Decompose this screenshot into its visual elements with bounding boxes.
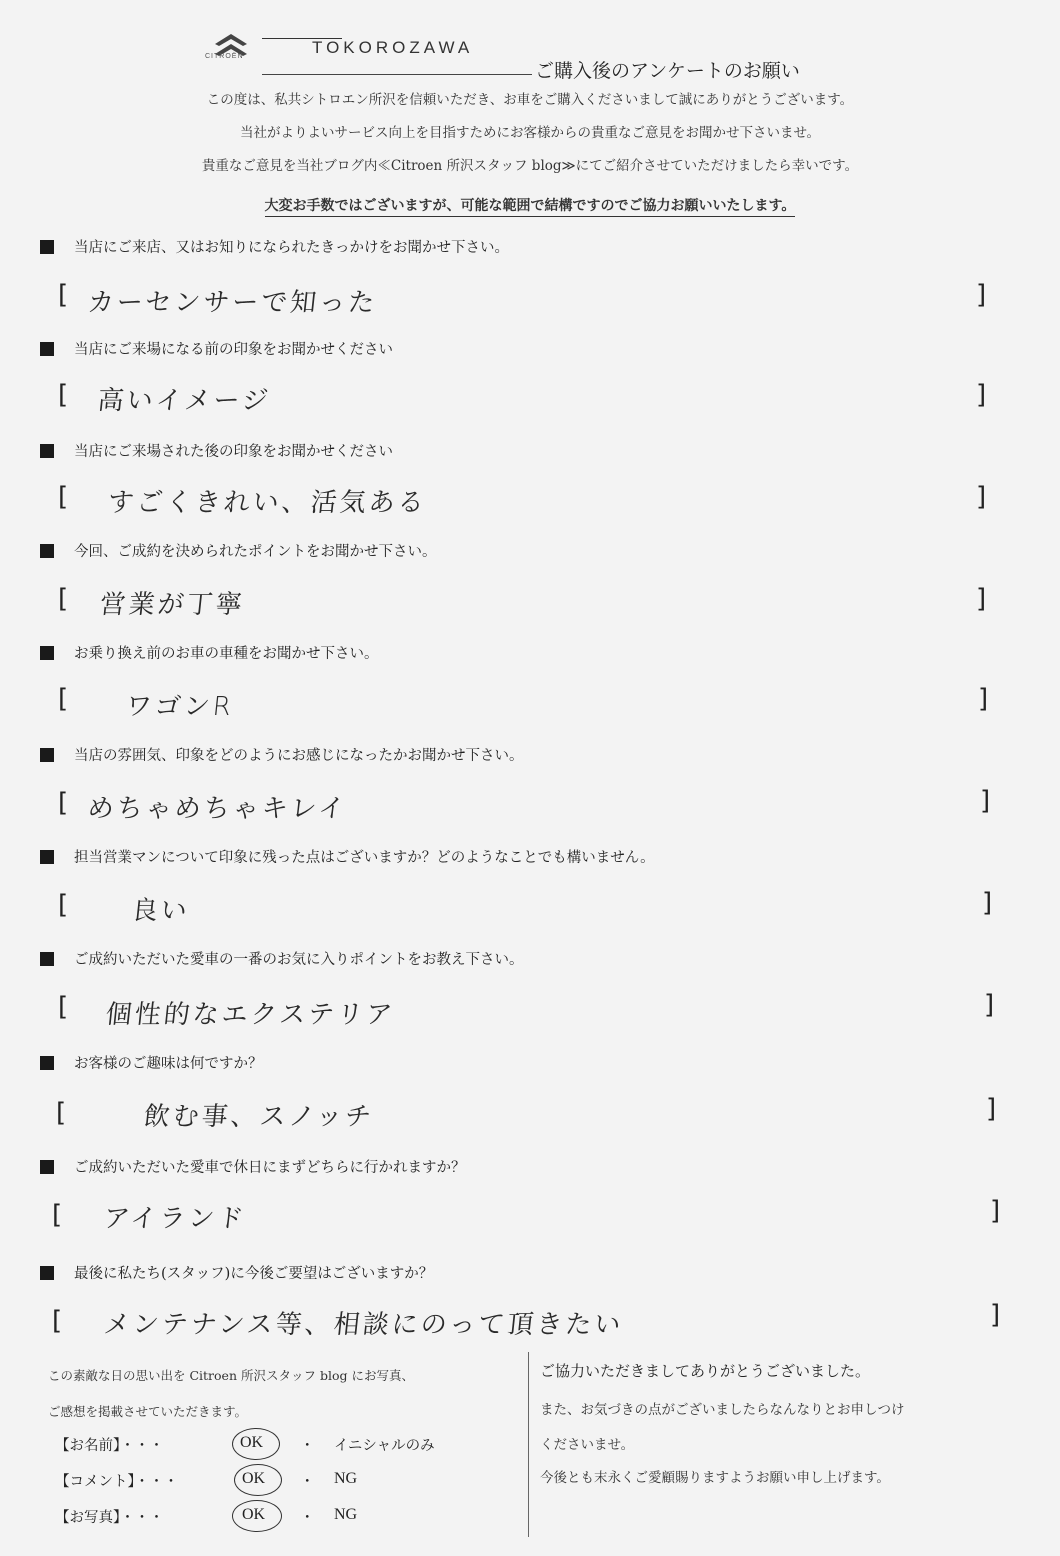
bullet-square-icon <box>40 1160 54 1174</box>
bullet-square-icon <box>40 1266 54 1280</box>
bracket-close: ] <box>980 786 991 816</box>
question-text: 今回、ご成約を決められたポイントをお聞かせ下さい。 <box>74 544 437 560</box>
answer-1: カーセンサーで知った <box>86 288 379 318</box>
question-text: お乗り換え前のお車の車種をお聞かせ下さい。 <box>74 646 379 662</box>
consent-name-ok[interactable]: OK <box>240 1434 264 1451</box>
question-9 <box>40 1052 263 1073</box>
bracket-close: ] <box>990 1196 1001 1226</box>
bracket-open: [ <box>52 1200 63 1230</box>
blog-consent-line-2: ご感想を掲載させていただきます。 <box>48 1404 248 1419</box>
question-10 <box>40 1156 466 1177</box>
answer-4: 営業が丁寧 <box>98 590 247 620</box>
question-5 <box>40 642 379 663</box>
bracket-open: [ <box>58 482 69 512</box>
brand-rule-bottom <box>262 74 532 75</box>
bracket-open: [ <box>56 1098 67 1128</box>
bullet-square-icon <box>40 1056 54 1070</box>
consent-photo-label: 【お写真】・・・ <box>55 1510 164 1526</box>
bullet-square-icon <box>40 544 54 558</box>
bracket-close: ] <box>976 482 987 512</box>
bracket-open: [ <box>58 280 69 310</box>
bracket-open: [ <box>52 1306 63 1336</box>
question-text: 担当営業マンについて印象に残った点はございますか？どのようなことでも構いません。 <box>74 850 655 866</box>
selection-circle-icon <box>232 1428 280 1460</box>
question-1 <box>40 236 509 257</box>
brand-name: TOKOROZAWA <box>312 38 474 57</box>
consent-name-sep: ・ <box>300 1438 315 1454</box>
selection-circle-icon <box>232 1500 282 1532</box>
bullet-square-icon <box>40 952 54 966</box>
bullet-square-icon <box>40 748 54 762</box>
bullet-square-icon <box>40 444 54 458</box>
request-text: 大変お手数ではございますが、可能な範囲で結構ですのでご協力お願いいたします。 <box>265 198 796 217</box>
consent-comment-label: 【コメント】・・・ <box>55 1474 179 1490</box>
question-7 <box>40 846 655 867</box>
bracket-open: [ <box>58 890 69 920</box>
intro-line-1: この度は、私共シトロエン所沢を信頼いただき、お車をご購入くださいまして誠にありがとうございます。 <box>206 92 854 108</box>
question-text: 当店にご来店、又はお知りになられたきっかけをお聞かせ下さい。 <box>74 240 509 256</box>
bullet-square-icon <box>40 342 54 356</box>
answer-2: 高いイメージ <box>96 386 273 416</box>
bracket-open: [ <box>58 584 69 614</box>
bracket-close: ] <box>978 684 989 714</box>
blog-consent-line-1: この素敵な日の思い出を Citroen 所沢スタッフ blog にお写真、 <box>48 1368 414 1383</box>
answer-7: 良い <box>130 896 192 926</box>
consent-name-initials[interactable]: イニシャルのみ <box>334 1438 435 1454</box>
consent-name-label: 【お名前】・・・ <box>55 1438 164 1454</box>
answer-8: 個性的なエクステリア <box>104 1000 397 1030</box>
consent-photo-ng[interactable]: NG <box>334 1506 358 1523</box>
question-text: 当店にご来場になる前の印象をお聞かせください <box>74 342 393 358</box>
footer-divider <box>528 1352 529 1537</box>
bracket-open: [ <box>58 788 69 818</box>
answer-3: すごくきれい、活気ある <box>106 488 429 518</box>
intro-line-3: 貴重なご意見を当社ブログ内≪Citroen 所沢スタッフ blog≫にてご紹介させていただけましたら幸いです。 <box>201 158 859 174</box>
bracket-close: ] <box>982 888 993 918</box>
question-11 <box>40 1262 433 1283</box>
question-2 <box>40 338 393 359</box>
survey-title: ご購入後のアンケートのお願い <box>535 60 800 82</box>
bracket-close: ] <box>976 584 987 614</box>
question-4 <box>40 540 437 561</box>
bracket-close: ] <box>976 280 987 310</box>
question-text: 当店にご来場された後の印象をお聞かせください <box>74 444 393 460</box>
bracket-close: ] <box>986 1094 997 1124</box>
bracket-close: ] <box>990 1300 1001 1330</box>
answer-11: メンテナンス等、相談にのって頂きたい <box>102 1310 625 1340</box>
selection-circle-icon <box>234 1464 282 1496</box>
bullet-square-icon <box>40 646 54 660</box>
answer-9: 飲む事、スノッチ <box>142 1102 376 1132</box>
answer-10: アイランド <box>102 1204 248 1234</box>
bullet-square-icon <box>40 850 54 864</box>
intro-line-2: 当社がよりよいサービス向上を目指すためにお客様からの貴重なご意見をお聞かせ下さいませ。 <box>239 125 821 141</box>
consent-comment-sep: ・ <box>300 1474 315 1490</box>
question-8 <box>40 948 524 969</box>
consent-photo-ok[interactable]: OK <box>242 1506 266 1523</box>
bracket-open: [ <box>58 380 69 410</box>
bracket-open: [ <box>58 684 69 714</box>
logo-wordmark: CITROËN <box>205 53 244 60</box>
question-text: ご成約いただいた愛車の一番のお気に入りポイントをお教え下さい。 <box>74 952 524 968</box>
closing-line-1: また、お気づきの点がございましたらなんなりとお申しつけ <box>540 1402 905 1418</box>
bracket-close: ] <box>984 990 995 1020</box>
bracket-open: [ <box>58 992 69 1022</box>
consent-comment-ok[interactable]: OK <box>242 1470 266 1487</box>
question-6 <box>40 744 524 765</box>
consent-photo-sep: ・ <box>300 1510 315 1526</box>
bullet-square-icon <box>40 240 54 254</box>
question-text: ご成約いただいた愛車で休日にまずどちらに行かれますか？ <box>74 1160 466 1176</box>
citroen-logo-icon <box>203 26 259 70</box>
answer-6: めちゃめちゃキレイ <box>86 794 349 824</box>
closing-line-2: くださいませ。 <box>540 1437 635 1453</box>
request-line <box>0 195 1060 215</box>
question-text: 最後に私たち(スタッフ)に今後ご要望はございますか？ <box>74 1266 434 1282</box>
closing-line-3: 今後とも末永くご愛顧賜りますようお願い申し上げます。 <box>540 1470 890 1486</box>
question-text: お客様のご趣味は何ですか？ <box>74 1056 263 1072</box>
question-text: 当店の雰囲気、印象をどのようにお感じになったかお聞かせ下さい。 <box>74 748 524 764</box>
question-3 <box>40 440 393 461</box>
consent-comment-ng[interactable]: NG <box>334 1470 358 1487</box>
answer-5: ワゴンR <box>124 692 236 722</box>
bracket-close: ] <box>976 380 987 410</box>
thanks-heading: ご協力いただきましてありがとうございました。 <box>540 1362 871 1380</box>
